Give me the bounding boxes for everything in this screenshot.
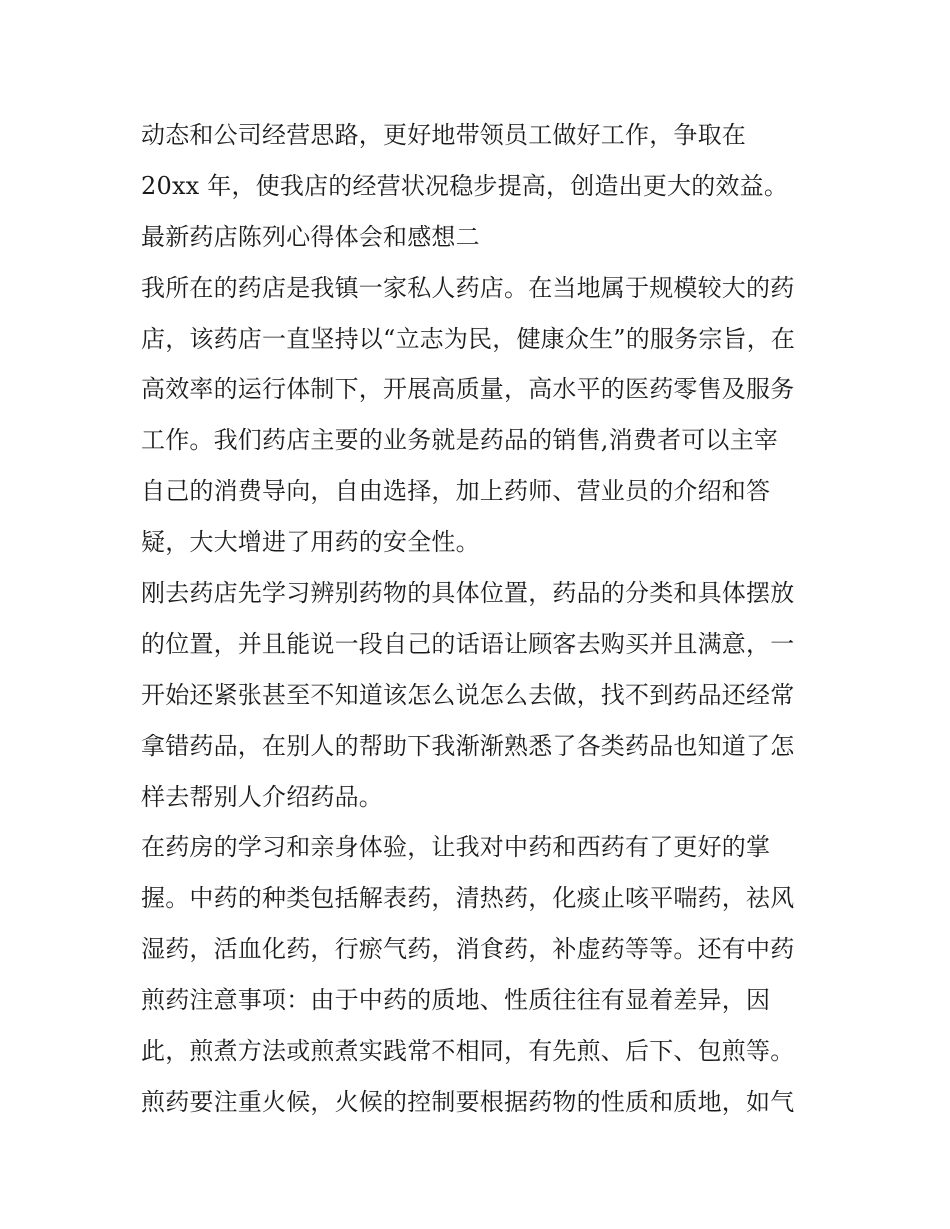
text-line: 在药房的学习和亲身体验，让我对中药和西药有了更好的掌 [141, 833, 771, 862]
text-line: 样去帮别人介绍药品。 [141, 782, 383, 811]
text-line: 开始还紧张甚至不知道该怎么说怎么去做，找不到药品还经常 [141, 680, 795, 709]
text-line: 拿错药品，在别人的帮助下我渐渐熟悉了各类药品也知道了怎 [141, 731, 795, 760]
section-heading: 最新药店陈列心得体会和感想二 [141, 222, 480, 251]
text-line: 工作。我们药店主要的业务就是药品的销售,消费者可以主宰 [141, 426, 779, 455]
text-line: 我所在的药店是我镇一家私人药店。在当地属于规模较大的药 [141, 273, 795, 302]
text-line: 煎药注意事项：由于中药的质地、性质往往有显着差异，因 [141, 986, 771, 1015]
text-line: 自己的消费导向，自由选择，加上药师、营业员的介绍和答 [141, 477, 771, 506]
text-line: 动态和公司经营思路，更好地带领员工做好工作，争取在 [141, 121, 746, 149]
text-line: 湿药，活血化药，行瘀气药，消食药，补虚药等等。还有中药 [141, 935, 795, 964]
text-line: 此，煎煮方法或煎煮实践常不相同，有先煎、后下、包煎等。 [141, 1037, 795, 1066]
text-line: 高效率的运行体制下，开展高质量，高水平的医药零售及服务 [141, 375, 795, 404]
text-line: 刚去药店先学习辨别药物的具体位置，药品的分类和具体摆放 [141, 579, 795, 608]
text-line: 店，该药店一直坚持以“立志为民，健康众生”的服务宗旨，在 [141, 324, 796, 353]
text-line: 煎药要注重火候，火候的控制要根据药物的性质和质地，如气 [141, 1087, 795, 1116]
text-line: 握。中药的种类包括解表药，清热药，化痰止咳平喘药，祛风 [141, 884, 795, 913]
document-body [141, 110, 821, 1128]
text-line: 的位置，并且能说一段自己的话语让顾客去购买并且满意，一 [141, 629, 795, 658]
text-line: 20xx 年，使我店的经营状况稳步提高，创造出更大的效益。 [141, 171, 789, 200]
text-line: 疑，大大增进了用药的安全性。 [141, 528, 480, 557]
